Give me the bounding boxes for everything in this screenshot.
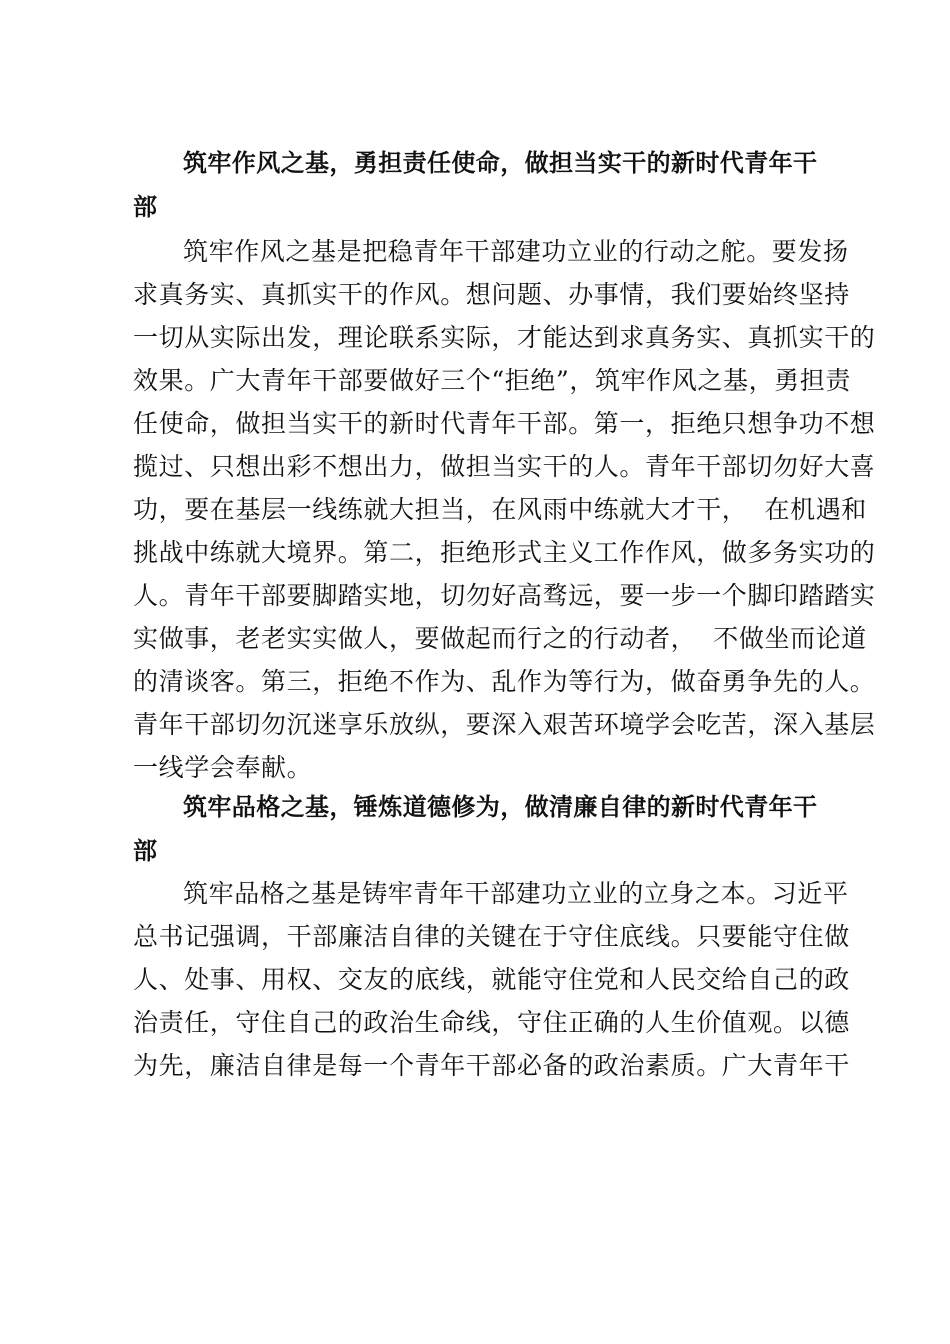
section-1-paragraph-line-3: 一切从实际出发，理论联系实际，才能达到求真务实、真抓实干的	[133, 323, 876, 352]
section-1-paragraph-line-12: 青年干部切勿沉迷享乐放纵，要深入艰苦环境学会吃苦，深入基层	[133, 710, 876, 739]
section-2-heading-line-2: 部	[133, 837, 158, 865]
section-1-heading-line-1: 筑牢作风之基，勇担责任使命，做担当实干的新时代青年干	[183, 149, 818, 177]
section-2-paragraph-line-2: 总书记强调，干部廉洁自律的关键在于守住底线。只要能守住做	[133, 922, 850, 951]
section-2-paragraph-line-5: 为先，廉洁自律是每一个青年干部必备的政治素质。广大青年干	[133, 1051, 850, 1080]
section-1-paragraph-line-11: 的清谈客。第三，拒绝不作为、乱作为等行为，做奋勇争先的人。	[133, 667, 876, 696]
section-2-paragraph-line-4: 治责任，守住自己的政治生命线，守住正确的人生价值观。以德	[133, 1008, 850, 1037]
section-1-paragraph-line-10: 实做事，老老实实做人，要做起而行之的行动者， 不做坐而论道	[133, 624, 867, 653]
section-1-paragraph-line-7: 功，要在基层一线练就大担当，在风雨中练就大才干， 在机遇和	[133, 495, 867, 524]
section-2-paragraph-line-1: 筑牢品格之基是铸牢青年干部建功立业的立身之本。习近平	[183, 879, 849, 908]
section-1-heading-line-2: 部	[133, 193, 158, 221]
section-2-paragraph-line-3: 人、处事、用权、交友的底线，就能守住党和人民交给自己的政	[133, 965, 850, 994]
section-1-paragraph-line-9: 人。青年干部要脚踏实地，切勿好高骛远，要一步一个脚印踏踏实	[133, 581, 876, 610]
section-1-paragraph-line-2: 求真务实、真抓实干的作风。想问题、办事情，我们要始终坚持	[133, 280, 850, 309]
section-1-paragraph-line-4: 效果。广大青年干部要做好三个“拒绝”，筑牢作风之基，勇担责	[133, 366, 851, 395]
section-2-heading-line-1: 筑牢品格之基，锤炼道德修为，做清廉自律的新时代青年干	[183, 793, 818, 821]
section-1-paragraph-line-5: 任使命，做担当实干的新时代青年干部。第一，拒绝只想争功不想	[133, 409, 876, 438]
section-1-paragraph-line-1: 筑牢作风之基是把稳青年干部建功立业的行动之舵。要发扬	[183, 237, 849, 266]
section-1-paragraph-line-13: 一线学会奉献。	[133, 753, 313, 782]
section-1-paragraph-line-6: 揽过、只想出彩不想出力，做担当实干的人。青年干部切勿好大喜	[133, 452, 876, 481]
section-1-paragraph-line-8: 挑战中练就大境界。第二，拒绝形式主义工作作风，做多务实功的	[133, 538, 876, 567]
